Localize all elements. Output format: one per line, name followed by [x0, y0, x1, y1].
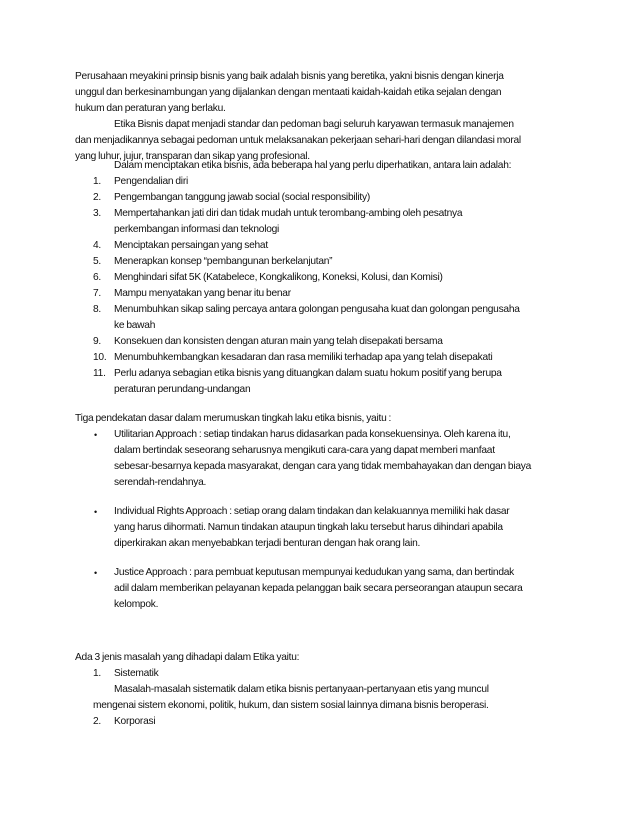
list-item-continuation: peraturan perundang-undangan [114, 384, 251, 395]
paragraph-line: hukum dan peraturan yang berlaku. [75, 103, 226, 114]
list-item-continuation: ke bawah [114, 320, 156, 331]
list-item: Mampu menyatakan yang benar itu benar [114, 288, 291, 299]
problem-title: Korporasi [114, 716, 156, 727]
list-item: Menghindari sifat 5K (Katabelece, Kongkalikong, Koneksi, Kolusi, dan Komisi) [114, 272, 443, 283]
list-number: 2. [93, 192, 101, 203]
list-item: Pengembangan tanggung jawab social (social responsibility) [114, 192, 370, 203]
paragraph-line: yang luhur, jujur, transparan dan sikap yang profesional. [75, 151, 310, 162]
bullet-item-continuation: diperkirakan akan menyebabkan terjadi benturan dengan hak orang lain. [114, 538, 421, 549]
list-number: 1. [93, 668, 101, 679]
paragraph-line: dan menjadikannya sebagai pedoman untuk melaksanakan pekerjaan sehari-hari dengan dilandasi moral [75, 135, 521, 146]
problems-intro: Ada 3 jenis masalah yang dihadapi dalam Etika yaitu: [75, 652, 300, 663]
bullet-icon: • [94, 568, 97, 578]
list-number: 5. [93, 256, 101, 267]
paragraph-line: unggul dan berkesinambungan yang dijalankan dengan mentaati kaidah-kaidah etika sejalan dengan [75, 87, 502, 98]
list-number: 4. [93, 240, 101, 251]
bullet-icon: • [94, 430, 97, 440]
list-number: 3. [93, 208, 101, 219]
list-item: Menerapkan konsep “pembangunan berkelanjutan” [114, 256, 333, 267]
list-item: Menciptakan persaingan yang sehat [114, 240, 268, 251]
bullet-item-continuation: dalam bertindak seseorang seharusnya mengikuti cara-cara yang dapat memberi manfaat [114, 445, 495, 456]
bullet-item-continuation: serendah-rendahnya. [114, 477, 207, 488]
problem-description-continuation: mengenai sistem ekonomi, politik, hukum, dan sistem sosial lainnya dimana bisnis beroperasi. [93, 700, 489, 711]
bullet-item: Individual Rights Approach : setiap orang dalam tindakan dan kelakuannya memiliki hak dasar [114, 506, 510, 517]
bullet-item: Justice Approach : para pembuat keputusan mempunyai kedudukan yang sama, dan bertindak [114, 567, 515, 578]
list-intro: Dalam menciptakan etika bisnis, ada beberapa hal yang perlu diperhatikan, antara lain adalah: [114, 160, 512, 171]
list-number: 1. [93, 176, 101, 187]
bullet-item-continuation: adil dalam memberikan pelayanan kepada pelanggan baik secara perseorangan ataupun secara [114, 583, 523, 594]
list-item-continuation: perkembangan informasi dan teknologi [114, 224, 280, 235]
approach-intro: Tiga pendekatan dasar dalam merumuskan tingkah laku etika bisnis, yaitu : [75, 413, 392, 424]
list-number: 9. [93, 336, 101, 347]
bullet-item-continuation: yang harus dihormati. Namun tindakan ataupun tingkah laku tersebut harus dihindari apabila [114, 522, 503, 533]
list-number: 10. [93, 352, 107, 363]
list-item: Mempertahankan jati diri dan tidak mudah untuk terombang-ambing oleh pesatnya [114, 208, 463, 219]
list-number: 7. [93, 288, 101, 299]
list-number: 6. [93, 272, 101, 283]
paragraph-line: Perusahaan meyakini prinsip bisnis yang baik adalah bisnis yang beretika, yakni bisnis dengan kinerja [75, 71, 504, 82]
problem-description: Masalah-masalah sistematik dalam etika bisnis pertanyaan-pertanyaan etis yang muncul [114, 684, 489, 695]
list-item: Pengendalian diri [114, 176, 188, 187]
bullet-item-continuation: sebesar-besarnya kepada masyarakat, dengan cara yang tidak membahayakan dan dengan biaya [114, 461, 532, 472]
bullet-item: Utilitarian Approach : setiap tindakan harus didasarkan pada konsekuensinya. Oleh karena itu, [114, 429, 511, 440]
problem-title: Sistematik [114, 668, 159, 679]
bullet-icon: • [94, 507, 97, 517]
list-item: Perlu adanya sebagian etika bisnis yang dituangkan dalam suatu hokum positif yang berupa [114, 368, 502, 379]
list-number: 2. [93, 716, 101, 727]
list-number: 8. [93, 304, 101, 315]
list-item: Menumbuhkan sikap saling percaya antara golongan pengusaha kuat dan golongan pengusaha [114, 304, 520, 315]
list-number: 11. [93, 368, 106, 379]
list-item: Menumbuhkembangkan kesadaran dan rasa memiliki terhadap apa yang telah disepakati [114, 352, 493, 363]
paragraph-line: Etika Bisnis dapat menjadi standar dan pedoman bagi seluruh karyawan termasuk manajemen [114, 119, 514, 130]
bullet-item-continuation: kelompok. [114, 599, 159, 610]
list-item: Konsekuen dan konsisten dengan aturan main yang telah disepakati bersama [114, 336, 443, 347]
